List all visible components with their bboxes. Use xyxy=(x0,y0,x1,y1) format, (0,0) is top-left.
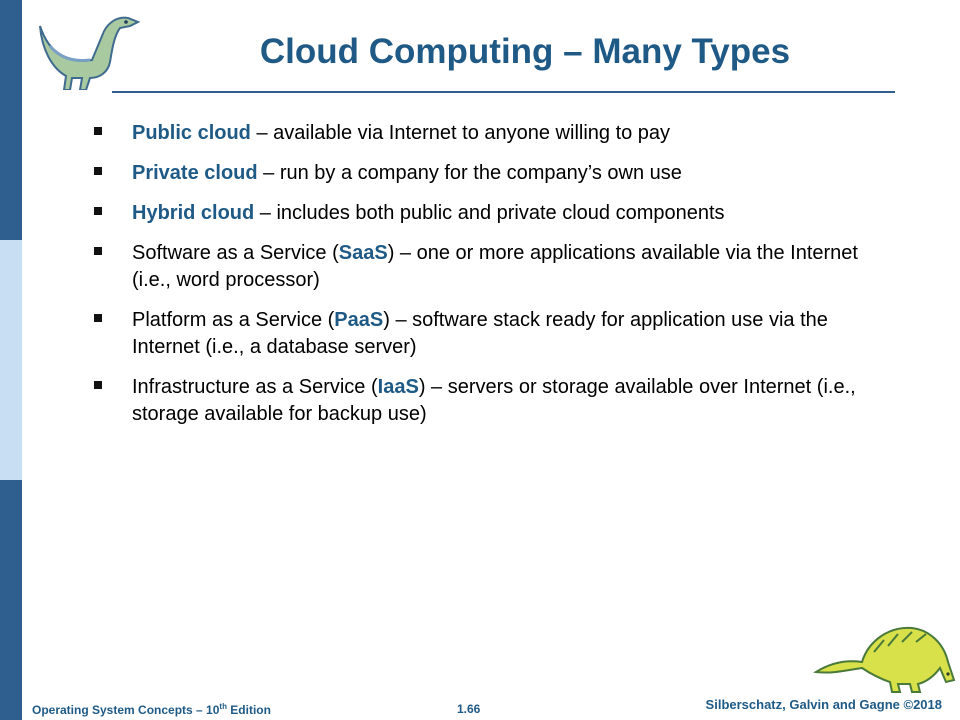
bullet-item xyxy=(94,120,894,147)
bullet-description: ) – software stack ready for application use via the Internet (i.e., a database server) xyxy=(132,309,828,358)
bullet-description: – available via Internet to anyone willing to pay xyxy=(250,122,671,144)
bullet-prefix: Software as a Service ( xyxy=(132,242,339,264)
bullet-term: Public cloud xyxy=(132,122,251,144)
bullet-marker xyxy=(94,127,102,135)
bullet-description: – includes both public and private cloud components xyxy=(254,202,725,224)
bullet-description: ) – servers or storage available over Internet (i.e., storage available for backup use) xyxy=(132,376,856,425)
bullet-item xyxy=(94,307,894,361)
bullet-prefix: Infrastructure as a Service ( xyxy=(132,376,378,398)
dinosaur-corner-icon xyxy=(808,616,958,694)
bullet-marker xyxy=(94,167,102,175)
bullet-term: Private cloud xyxy=(132,162,258,184)
bullet-prefix: Platform as a Service ( xyxy=(132,309,335,331)
footer-book-title: Operating System Concepts – 10th Edition xyxy=(32,702,271,717)
slide-title: Cloud Computing – Many Types xyxy=(259,32,791,71)
footer-copyright: Silberschatz, Galvin and Gagne ©2018 xyxy=(705,697,942,712)
bullet-item xyxy=(94,240,894,294)
bullet-item xyxy=(94,200,894,227)
page-number: 1.66 xyxy=(457,702,481,716)
bullet-item xyxy=(94,160,894,187)
bullet-term: Hybrid cloud xyxy=(132,202,255,224)
bullet-term: SaaS xyxy=(338,242,388,264)
bullet-marker xyxy=(94,207,102,215)
title-underline xyxy=(112,91,895,93)
bullet-term: PaaS xyxy=(334,309,384,331)
dinosaur-logo-icon xyxy=(30,6,148,90)
left-sidebar-accent xyxy=(0,240,22,480)
bullet-marker xyxy=(94,314,102,322)
bullet-marker xyxy=(94,381,102,389)
bullet-item xyxy=(94,374,894,428)
bullet-marker xyxy=(94,247,102,255)
bullet-list xyxy=(94,120,894,441)
bullet-term: IaaS xyxy=(377,376,419,398)
bullet-description: – run by a company for the company’s own use xyxy=(257,162,682,184)
bullet-description: ) – one or more applications available via the Internet (i.e., word processor) xyxy=(132,242,858,291)
